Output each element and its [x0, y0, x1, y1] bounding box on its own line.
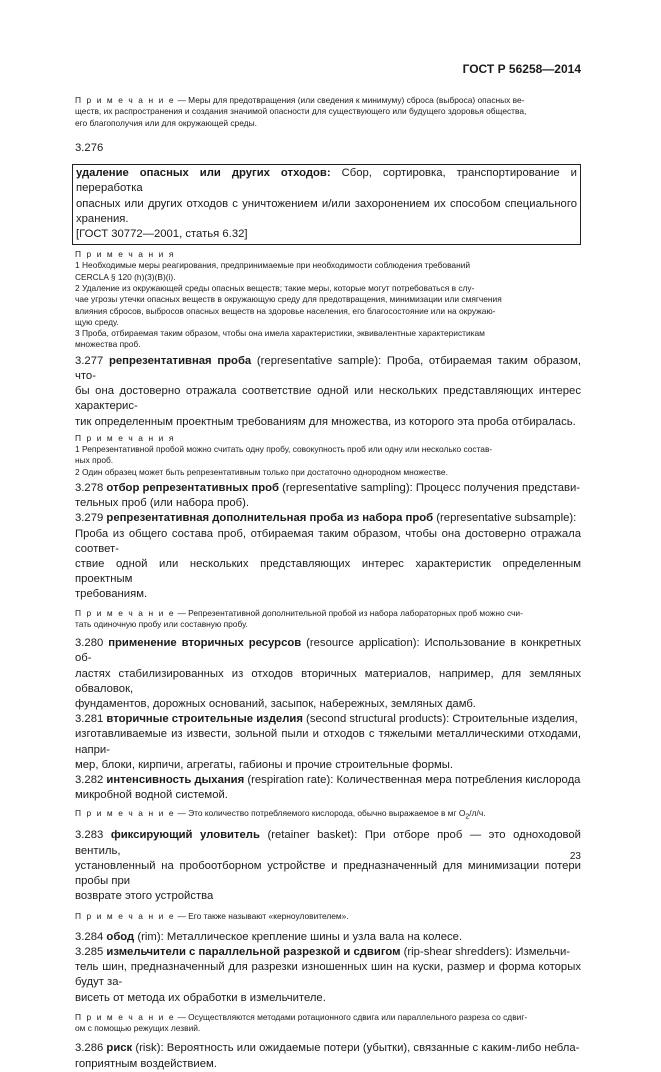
note-item: чае угрозы утечки опасных веществ в окружающую среду для предотвращения, минимизации или смягчения — [75, 294, 502, 305]
note-item: 2 Один образец может быть репрезентативным только при достаточно однородном множестве. — [75, 466, 448, 477]
term-title: риск — [106, 1042, 133, 1055]
note-text: его благополучия или для окружающей среды. — [75, 117, 257, 128]
term-definition: ластях стабилизированных из отходов вторичных материалов, например, для земляных обваловок, — [75, 667, 581, 695]
note-label: П р и м е ч а н и е — [75, 607, 176, 618]
term-definition: тик определенным проектным требованиям для множества, из которого эта проба отбиралась. — [75, 415, 576, 428]
term-number: 3.278 — [75, 481, 104, 494]
term-title: репрезентативная проба — [108, 354, 252, 367]
term-title: интенсивность дыхания — [106, 774, 245, 787]
note-label: П р и м е ч а н и е — [75, 911, 176, 922]
note-block — [75, 608, 581, 631]
term-definition: висеть от метода их обработки в измельчителе. — [75, 991, 326, 1004]
note-item: щую среду. — [75, 316, 119, 327]
term-entry — [75, 636, 581, 712]
note-item: ных проб. — [75, 455, 114, 466]
term-entry — [75, 1041, 581, 1071]
note-block — [75, 1012, 581, 1035]
term-title: фиксирующий уловитель — [110, 829, 260, 842]
note-item: 3 Проба, отбираемая таким образом, чтобы она имела характеристики, эквивалентные характеристикам — [75, 328, 485, 339]
term-definition-boxed — [72, 164, 581, 245]
term-source: [ГОСТ 30772—2001, статья 6.32] — [76, 227, 248, 240]
term-number: 3.280 — [75, 637, 104, 650]
note-item: влияния сбросов, выбросов опасных веществ на здоровье населения, его благосостояние или на окружаю- — [75, 305, 496, 316]
term-definition: мер, блоки, кирпичи, агрегаты, габионы и прочие строительные формы. — [75, 758, 453, 771]
note-label: П р и м е ч а н и е — [75, 1011, 176, 1022]
note-block — [75, 911, 581, 922]
note-label: П р и м е ч а н и е — [75, 808, 176, 819]
term-number: 3.283 — [75, 829, 104, 842]
term-title: удаление опасных или других отходов: — [76, 167, 331, 180]
term-entry — [75, 773, 581, 803]
note-item: 2 Удаление из окружающей среды опасных веществ; такие меры, которые могут потребоваться в слу- — [75, 283, 475, 293]
document-body — [75, 95, 581, 1072]
term-definition: (representative sampling): Процесс получения представи- — [279, 481, 581, 494]
note-text: — Меры для предотвращения (или сведения к минимуму) сброса (выброса) опасных ве- — [177, 95, 525, 105]
note-text: ществ, их распространения и создания значимой опасности для существующего или будущего здоровья общества, — [75, 106, 527, 117]
term-definition: гоприятным воздействием. — [75, 1057, 217, 1070]
term-definition: Проба из общего состава проб, отбираемая таким образом, чтобы она достоверно отражала соответ- — [75, 527, 581, 555]
note-text: /л/ч. — [469, 808, 486, 819]
term-title: вторичные строительные изделия — [106, 713, 303, 726]
notes-block — [75, 433, 581, 478]
term-entry — [75, 511, 581, 602]
term-number: 3.279 — [75, 512, 104, 525]
note-text: ом с помощью режущих лезвий. — [75, 1023, 201, 1034]
term-definition: (rim): Металлическое крепление шины и узла вала на колесе. — [134, 930, 463, 943]
note-text: — Репрезентативной дополнительной пробой из набора лабораторных проб можно счи- — [177, 607, 523, 618]
term-definition: (representative subsample): — [433, 512, 577, 525]
note-text: тать одиночную пробу или составную пробу. — [75, 618, 248, 629]
notes-label: П р и м е ч а н и я — [75, 432, 175, 443]
term-definition: (respiration rate): Количественная мера потребления кислорода — [244, 774, 581, 787]
term-entry — [75, 828, 581, 904]
term-number: 3.282 — [75, 774, 104, 787]
term-number: 3.284 — [75, 930, 104, 943]
term-definition: фундаментов, дорожных оснований, засыпок, набережных, земляных дамб. — [75, 698, 476, 711]
term-title: применение вторичных ресурсов — [108, 637, 302, 650]
term-definition: бы она достоверно отражала соответствие одной или нескольких представляющих интерес характерис- — [75, 385, 581, 413]
term-definition: микробной водной системой. — [75, 789, 228, 802]
note-text: — Его также называют «керноуловителем». — [177, 911, 349, 922]
term-entry — [75, 712, 581, 773]
notes-label: П р и м е ч а н и я — [75, 249, 175, 260]
term-definition: требованиям. — [75, 588, 148, 601]
note-text: — Это количество потребляемого кислорода, обычно выражаемое в мг O — [177, 808, 466, 819]
term-entry — [75, 481, 581, 511]
term-definition: (resource application): Использование в конкретных об- — [75, 637, 581, 665]
term-definition: тельных проб (или набора проб). — [75, 497, 250, 510]
term-number: 3.286 — [75, 1042, 104, 1055]
term-definition: ствие одной или нескольких представляющих интерес характеристик определенным проектным — [75, 558, 581, 586]
term-definition: (retainer basket): При отборе проб — это одноходовой вентиль, — [75, 829, 581, 857]
note-label: П р и м е ч а н и е — [75, 95, 176, 105]
term-entry — [75, 354, 581, 430]
term-definition: (risk): Вероятность или ожидаемые потери (убытки), связанные с каким-либо небла- — [132, 1042, 580, 1055]
term-title: измельчители с параллельной разрезкой и сдвигом — [106, 945, 401, 958]
term-number: 3.285 — [75, 945, 104, 958]
note-text: — Осуществляются методами ротационного сдвига или параллельного разреза со сдвиг- — [177, 1011, 528, 1022]
term-definition: возврате этого устройства — [75, 890, 214, 903]
note-block — [75, 808, 581, 823]
note-item: 1 Необходимые меры реагирования, предпринимаемые при необходимости соблюдения требований — [75, 260, 471, 271]
note-subscript: 2 — [465, 814, 470, 822]
term-number: 3.277 — [75, 354, 104, 367]
term-definition: (rip-shear shredders): Измельчи- — [400, 945, 571, 958]
term-number: 3.281 — [75, 713, 104, 726]
note-item: CERCLA § 120 (h)(3)(B)(i). — [75, 271, 176, 282]
notes-block — [75, 249, 581, 351]
term-title: обод — [106, 930, 135, 943]
term-definition: изготавливаемые из извести, зольной пыли и отходов с тяжелыми металлическими отходами, напри- — [75, 728, 581, 756]
term-definition: тель шин, предназначенный для разрезки изношенных шин на куски, размер и форма которых будут за- — [75, 961, 581, 989]
document-header: ГОСТ Р 56258—2014 — [462, 62, 581, 76]
term-number: 3.276 — [75, 141, 104, 154]
term-definition: (representative sample): Проба, отбираемая таким образом, что- — [75, 354, 581, 382]
note-item: 1 Репрезентативной пробой можно считать одну пробу, совокупность проб или одну или несколько состав- — [75, 444, 493, 455]
note-item: множества проб. — [75, 339, 141, 350]
term-entry — [75, 945, 581, 1006]
term-definition: (second structural products): Строительные изделия, — [302, 713, 578, 726]
page-number: 23 — [569, 851, 581, 862]
term-title: отбор репрезентативных проб — [106, 481, 279, 494]
term-entry — [75, 930, 581, 945]
term-definition: установленный на пробоотборном устройстве и предназначенный для минимизации потери пробы при — [75, 859, 581, 888]
term-definition: Сбор, сортировка, транспортирование и переработка — [76, 167, 577, 195]
term-definition: опасных или других отходов с уничтожением и/или захоронением их способом специального хранения. — [76, 197, 577, 225]
note-block — [75, 95, 581, 129]
term-title: репрезентативная дополнительная проба из набора проб — [106, 512, 434, 525]
